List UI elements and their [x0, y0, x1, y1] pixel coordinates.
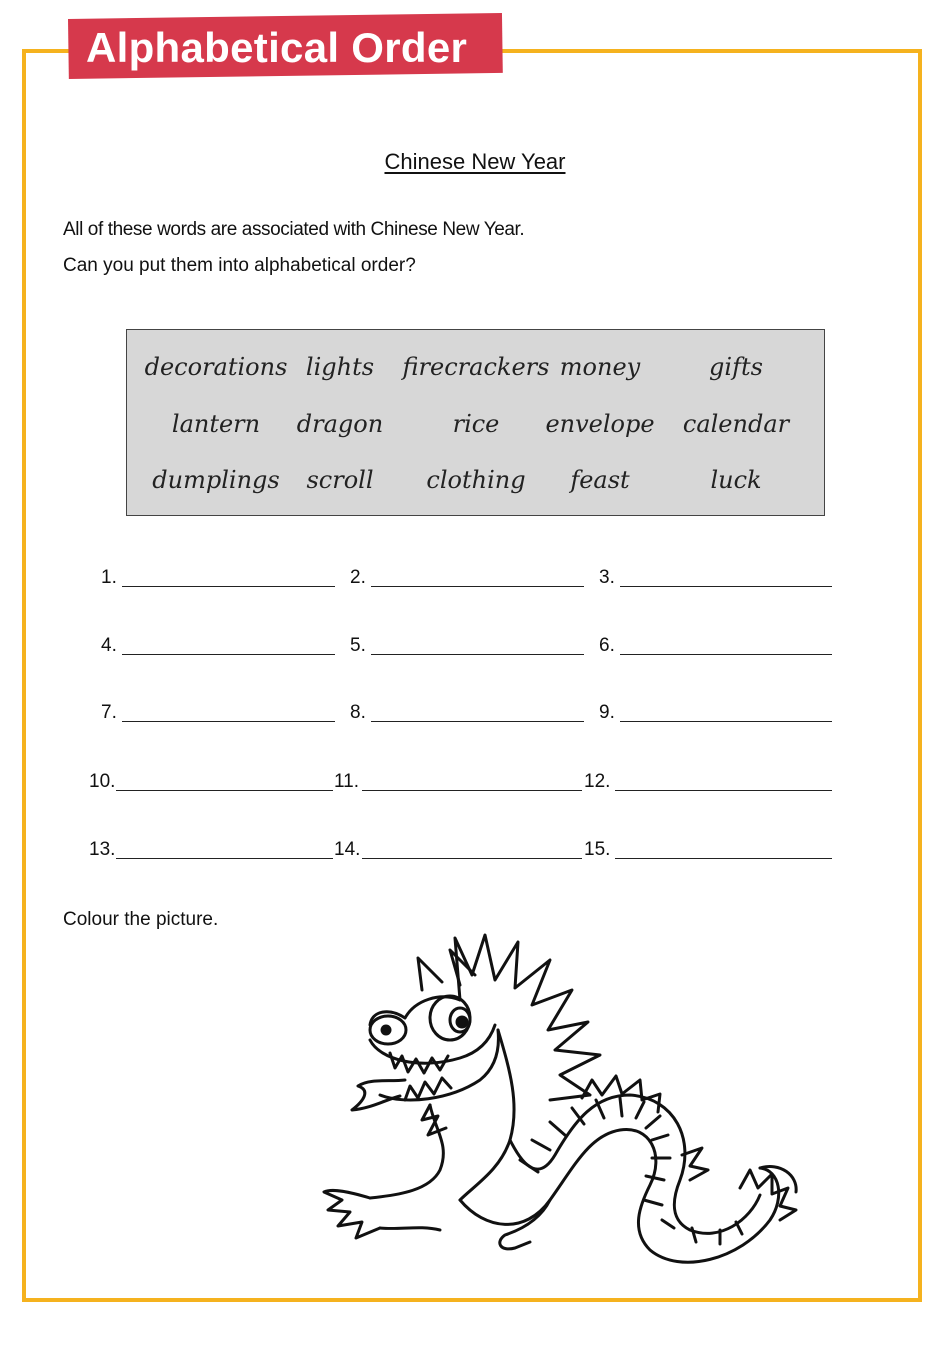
word-bank-word: lights [305, 353, 375, 381]
answer-line[interactable] [371, 654, 584, 655]
dragon-icon [310, 930, 810, 1280]
answer-line[interactable] [620, 586, 832, 587]
answer-line[interactable] [362, 790, 582, 791]
answer-number: 9. [599, 702, 615, 723]
word-bank-word: calendar [682, 410, 790, 438]
word-bank [126, 329, 825, 516]
answer-line[interactable] [371, 721, 584, 722]
answer-number: 5. [350, 635, 366, 656]
answer-line[interactable] [615, 790, 832, 791]
word-bank-word: feast [570, 466, 630, 494]
answer-number: 1. [101, 567, 117, 588]
answer-line[interactable] [615, 858, 832, 859]
instruction-line-2: Can you put them into alphabetical order? [63, 255, 416, 276]
colour-instruction: Colour the picture. [63, 909, 219, 930]
answer-number: 14. [334, 839, 361, 860]
answer-number: 2. [350, 567, 366, 588]
answer-line[interactable] [116, 790, 333, 791]
word-bank-word: luck [710, 466, 762, 494]
answer-line[interactable] [371, 586, 584, 587]
word-bank-word: gifts [709, 353, 763, 381]
page-title: Alphabetical Order [86, 24, 468, 71]
answer-line[interactable] [122, 654, 335, 655]
answer-line[interactable] [620, 654, 832, 655]
word-bank-word: envelope [545, 410, 655, 438]
answer-number: 3. [599, 567, 615, 588]
word-bank-word: money [559, 353, 641, 381]
answer-number: 10. [89, 771, 116, 792]
word-bank-word: decorations [144, 353, 288, 381]
worksheet-subtitle [0, 149, 950, 175]
answer-number: 13. [89, 839, 116, 860]
word-bank-word: firecrackers [402, 353, 550, 381]
subtitle-text: Chinese New Year [384, 149, 566, 174]
word-bank-word: dragon [296, 410, 384, 438]
answer-number: 11. [334, 771, 360, 792]
word-bank-word: rice [452, 410, 500, 438]
answer-number: 15. [584, 839, 611, 860]
answer-line[interactable] [116, 858, 333, 859]
word-bank-word: scroll [306, 466, 374, 494]
answer-number: 4. [101, 635, 117, 656]
answer-number: 6. [599, 635, 615, 656]
word-bank-word: dumplings [152, 466, 280, 494]
answer-line[interactable] [620, 721, 832, 722]
word-bank-word: clothing [426, 466, 526, 494]
answer-line[interactable] [122, 721, 335, 722]
answer-line[interactable] [362, 858, 582, 859]
word-bank-word: lantern [171, 410, 261, 438]
instruction-line-1: All of these words are associated with Chinese New Year. [63, 219, 525, 240]
answer-line[interactable] [122, 586, 335, 587]
answer-number: 8. [350, 702, 366, 723]
answer-number: 7. [101, 702, 117, 723]
answer-number: 12. [584, 771, 611, 792]
